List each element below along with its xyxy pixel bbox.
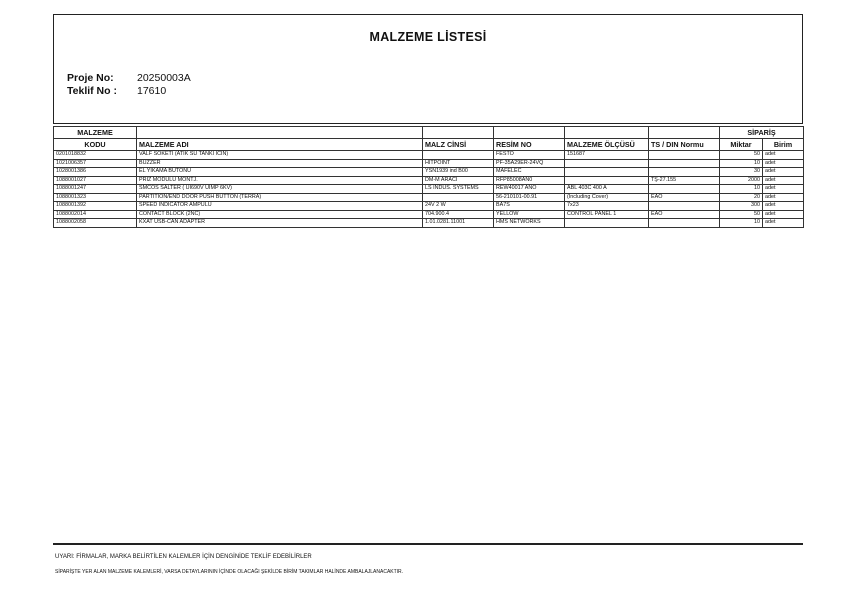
- cell-unit: adet: [763, 219, 804, 228]
- cell-size: (Including Cover): [565, 193, 649, 202]
- header-blank: [137, 127, 423, 139]
- cell-code: 1088001247: [54, 185, 137, 194]
- cell-unit: adet: [763, 168, 804, 177]
- cell-code: 1088002014: [54, 210, 137, 219]
- cell-size: [565, 159, 649, 168]
- cell-type: [423, 193, 494, 202]
- header-blank: [565, 127, 649, 139]
- table-row: [54, 151, 804, 160]
- cell-norm: EAO: [649, 193, 720, 202]
- project-label: Proje No:: [67, 72, 114, 84]
- cell-drawing: REW40017 ANO: [494, 185, 565, 194]
- cell-qty: 2000: [720, 176, 763, 185]
- cell-name: EL YIKAMA BUTONU: [137, 168, 423, 177]
- header-norm: TS / DIN Normu: [649, 139, 720, 151]
- cell-qty: 300: [720, 202, 763, 211]
- header-drawing: RESİM NO: [494, 139, 565, 151]
- header-name: MALZEME ADI: [137, 139, 423, 151]
- offer-value: 17610: [137, 85, 167, 97]
- cell-code: 1021006357: [54, 159, 137, 168]
- cell-type: YSN1939 ind B00: [423, 168, 494, 177]
- cell-size: [565, 176, 649, 185]
- cell-drawing: YELLOW: [494, 210, 565, 219]
- cell-unit: adet: [763, 193, 804, 202]
- cell-norm: [649, 219, 720, 228]
- material-table: [53, 126, 804, 228]
- cell-code: 1088001392: [54, 202, 137, 211]
- footer-rule: [53, 543, 803, 545]
- document-title: MALZEME LİSTESİ: [369, 30, 487, 44]
- cell-name: SPEED INDICATOR AMPULU: [137, 202, 423, 211]
- cell-size: [565, 219, 649, 228]
- cell-norm: [649, 168, 720, 177]
- table-row: [54, 210, 804, 219]
- table-row: [54, 176, 804, 185]
- cell-qty: 30: [720, 168, 763, 177]
- cell-type: 1.01.0281.11001: [423, 219, 494, 228]
- cell-drawing: PF-35A29ER-24VQ: [494, 159, 565, 168]
- table-body: [54, 151, 804, 228]
- header-code-bottom: KODU: [54, 139, 137, 151]
- cell-norm: [649, 151, 720, 160]
- footer-warning: UYARI: FİRMALAR, MARKA BELİRTİLEN KALEMLER İÇİN DENGİNİDE TEKLİF EDEBİLİRLER: [55, 554, 312, 560]
- cell-drawing: RFP85008AN0: [494, 176, 565, 185]
- project-row: [67, 72, 191, 85]
- cell-qty: 50: [720, 151, 763, 160]
- cell-name: CONTACT BLOCK (2NC): [137, 210, 423, 219]
- offer-row: [67, 85, 191, 98]
- header-unit: Birim: [763, 139, 804, 151]
- cell-unit: adet: [763, 185, 804, 194]
- cell-size: 151687: [565, 151, 649, 160]
- cell-name: VALF SOKETI (ATIK SU TANKI ICIN): [137, 151, 423, 160]
- cell-code: 0201018832: [54, 151, 137, 160]
- cell-unit: adet: [763, 202, 804, 211]
- cell-unit: adet: [763, 210, 804, 219]
- cell-norm: [649, 202, 720, 211]
- cell-qty: 10: [720, 159, 763, 168]
- cell-size: CONTROL PANEL 1: [565, 210, 649, 219]
- cell-type: DM-M ARACI: [423, 176, 494, 185]
- cell-drawing: BA7S: [494, 202, 565, 211]
- cell-qty: 10: [720, 219, 763, 228]
- cell-qty: 20: [720, 193, 763, 202]
- offer-label: Teklif No :: [67, 85, 117, 97]
- cell-qty: 50: [720, 210, 763, 219]
- cell-code: 1088001323: [54, 193, 137, 202]
- cell-size: [565, 168, 649, 177]
- document-meta: [67, 72, 191, 98]
- header-order: SİPARİŞ: [720, 127, 804, 139]
- cell-drawing: HMS NETWORKS: [494, 219, 565, 228]
- footer-note: SİPARİŞTE YER ALAN MALZEME KALEMLERİ, VARSA DETAYLARININ İÇİNDE OLACAĞI ŞEKİLDE BİRİM TAKIMLAR HALİNDE AMBALAJLANACAKTIR.: [55, 569, 404, 575]
- document-header: [53, 14, 803, 124]
- table-row: [54, 185, 804, 194]
- cell-type: LS INDUS. SYSTEMS: [423, 185, 494, 194]
- cell-type: HITPOINT: [423, 159, 494, 168]
- cell-norm: TŞ-27.155: [649, 176, 720, 185]
- table-header-row-2: [54, 139, 804, 151]
- header-blank: [494, 127, 565, 139]
- cell-size: 7x23: [565, 202, 649, 211]
- header-type: MALZ CİNSİ: [423, 139, 494, 151]
- header-code-top: MALZEME: [54, 127, 137, 139]
- project-value: 20250003A: [137, 72, 191, 84]
- header-blank: [649, 127, 720, 139]
- cell-name: PRIZ MODULU MONTJ.: [137, 176, 423, 185]
- table-row: [54, 193, 804, 202]
- table-row: [54, 219, 804, 228]
- header-blank: [423, 127, 494, 139]
- table-header-row-1: [54, 127, 804, 139]
- cell-norm: EAO: [649, 210, 720, 219]
- cell-drawing: 56-210101-00.91: [494, 193, 565, 202]
- cell-drawing: FESTO: [494, 151, 565, 160]
- cell-drawing: MAFELEC: [494, 168, 565, 177]
- cell-qty: 10: [720, 185, 763, 194]
- cell-code: 1028001386: [54, 168, 137, 177]
- cell-code: 1088002058: [54, 219, 137, 228]
- cell-type: [423, 151, 494, 160]
- cell-name: BUZZER: [137, 159, 423, 168]
- header-size: MALZEME ÖLÇÜSÜ: [565, 139, 649, 151]
- cell-unit: adet: [763, 159, 804, 168]
- table-row: [54, 168, 804, 177]
- cell-type: 24V 2 W: [423, 202, 494, 211]
- table-row: [54, 159, 804, 168]
- cell-type: 704.900.4: [423, 210, 494, 219]
- cell-name: SMCOS SALTER ( UI690V UIMP 6KV): [137, 185, 423, 194]
- cell-name: KXAT USB-CAN ADAPTER: [137, 219, 423, 228]
- header-qty: Miktar: [720, 139, 763, 151]
- cell-norm: [649, 185, 720, 194]
- cell-name: PARTITION/END DOOR PUSH BUTTON (TERRA): [137, 193, 423, 202]
- cell-size: ABL 403C 400 A: [565, 185, 649, 194]
- cell-unit: adet: [763, 151, 804, 160]
- table-row: [54, 202, 804, 211]
- cell-code: 1088001027: [54, 176, 137, 185]
- cell-norm: [649, 159, 720, 168]
- cell-unit: adet: [763, 176, 804, 185]
